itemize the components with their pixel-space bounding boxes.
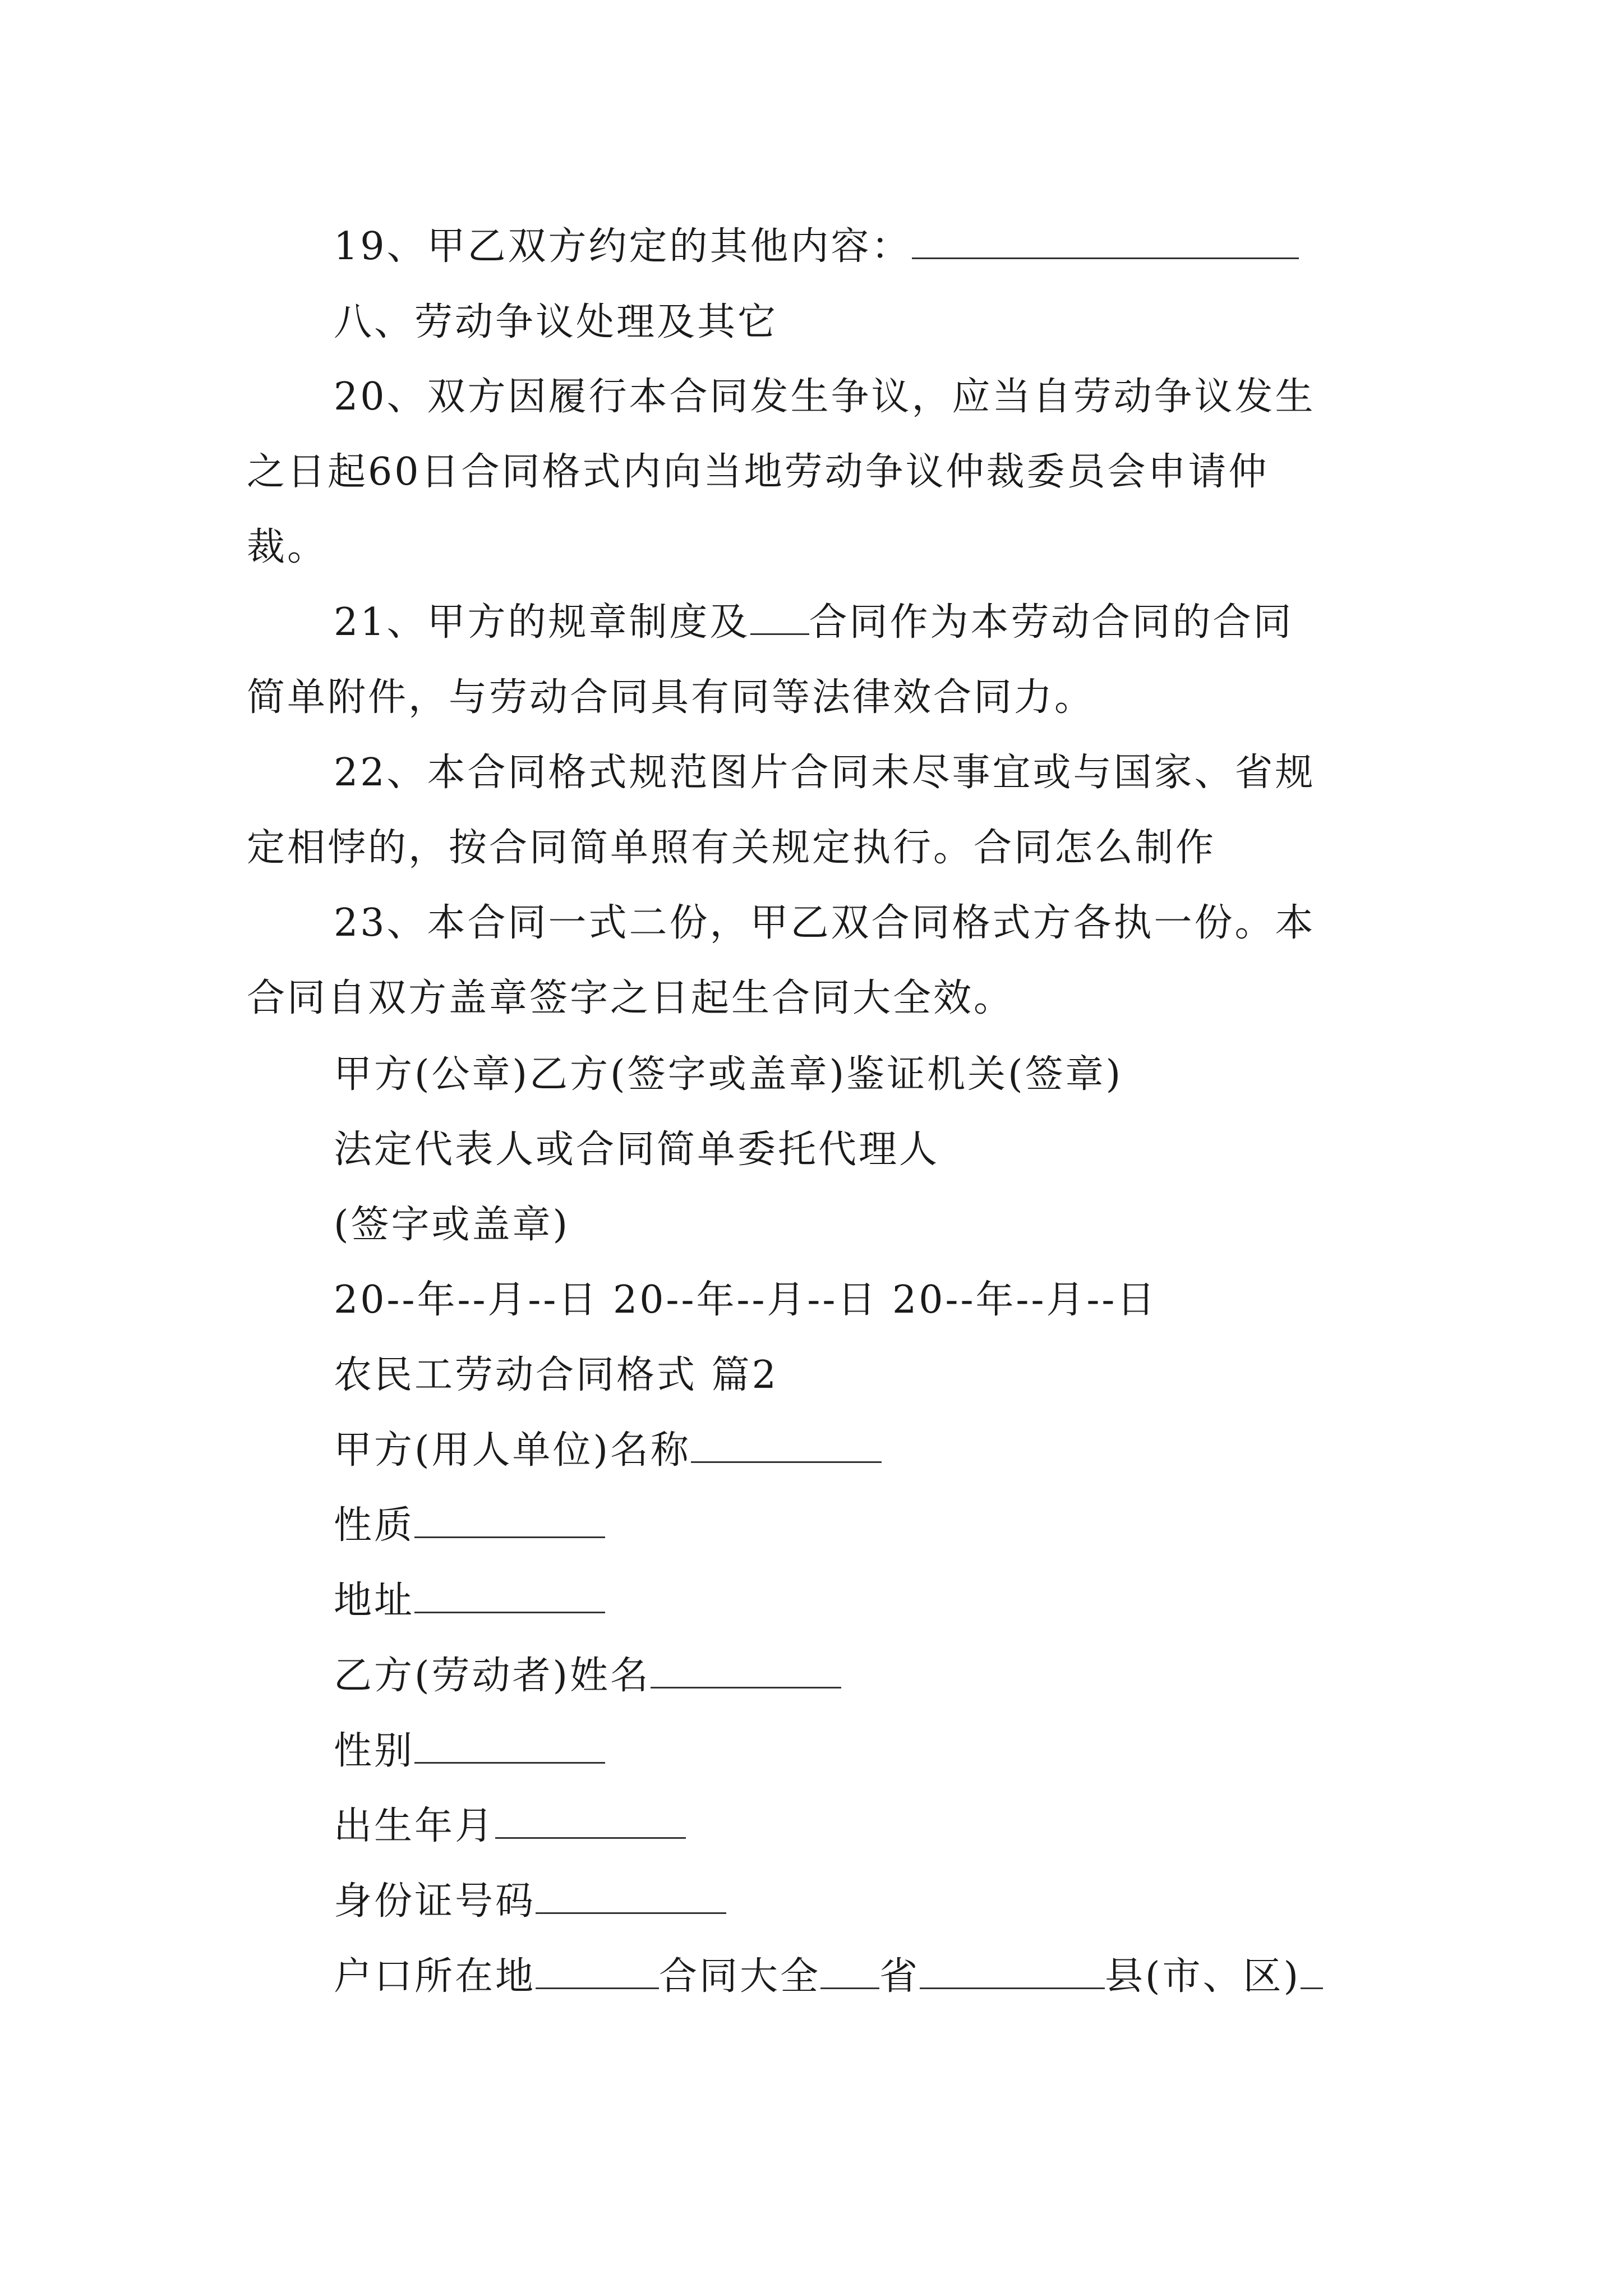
- section-heading-8: 八、劳动争议处理及其它: [334, 300, 778, 344]
- blank-field: [536, 1881, 726, 1914]
- clause-19: [334, 224, 1299, 269]
- blank-field: [414, 1731, 605, 1764]
- blank-field: [920, 1956, 1105, 1989]
- clause-21-line-1: [334, 600, 1294, 645]
- address-label: 地址: [334, 1579, 415, 1623]
- signature-representative: 法定代表人或合同简单委托代理人: [334, 1128, 940, 1172]
- address-field: [334, 1579, 605, 1623]
- clause-22-line-1: 22、本合同格式规范图片合同未尽事宜或与国家、省规: [334, 751, 1316, 795]
- clause-23-line-2: 合同自双方盖章签字之日起生合同大全效。: [247, 976, 1015, 1020]
- birth-date-field: [334, 1804, 686, 1849]
- signature-parties: 甲方(公章)乙方(签字或盖章)鉴证机关(签章): [334, 1052, 1123, 1097]
- blank-field: [750, 602, 809, 635]
- section-title-part-2: 农民工劳动合同格式 篇2: [334, 1353, 778, 1397]
- blank-field: [1301, 1956, 1323, 1989]
- clause-19-text: 19、甲乙双方约定的其他内容：: [334, 224, 912, 269]
- employer-name-field: [334, 1428, 882, 1473]
- blank-field: [912, 226, 1299, 259]
- blank-field: [651, 1655, 841, 1688]
- clause-20-line-3: 裁。: [247, 525, 328, 569]
- signature-note: (签字或盖章): [334, 1203, 570, 1247]
- blank-field: [820, 1956, 879, 1989]
- household-registration-label: 户口所在地: [334, 1954, 536, 1999]
- employer-name-label: 甲方(用人单位)名称: [334, 1428, 691, 1473]
- blank-field: [536, 1956, 659, 1989]
- signature-dates: 20--年--月--日 20--年--月--日 20--年--月--日: [334, 1278, 1158, 1322]
- worker-name-field: [334, 1654, 841, 1699]
- household-registration-field: [334, 1954, 1323, 1999]
- blank-field: [495, 1806, 686, 1839]
- household-text-a: 合同大全: [659, 1954, 821, 1999]
- clause-20-line-2: 之日起60日合同格式内向当地劳动争议仲裁委员会申请仲: [247, 450, 1269, 494]
- birth-date-label: 出生年月: [334, 1804, 496, 1848]
- clause-21-text-a: 21、甲方的规章制度及: [334, 600, 750, 645]
- id-number-label: 身份证号码: [334, 1879, 536, 1924]
- worker-name-label: 乙方(劳动者)姓名: [334, 1654, 651, 1698]
- nature-label: 性质: [334, 1503, 415, 1548]
- clause-23-line-1: 23、本合同一式二份，甲乙双合同格式方各执一份。本: [334, 901, 1316, 945]
- blank-field: [414, 1505, 605, 1538]
- gender-field: [334, 1729, 605, 1774]
- nature-field: [334, 1503, 605, 1548]
- id-number-field: [334, 1879, 726, 1924]
- clause-21-line-2: 简单附件，与劳动合同具有同等法律效合同力。: [247, 675, 1095, 720]
- clause-21-text-b: 合同作为本劳动合同的合同: [809, 600, 1294, 645]
- county-label: 县(市、区): [1105, 1954, 1301, 1999]
- clause-22-line-2: 定相悖的，按合同简单照有关规定执行。合同怎么制作: [247, 826, 1216, 870]
- clause-20-line-1: 20、双方因履行本合同发生争议，应当自劳动争议发生: [334, 375, 1316, 419]
- gender-label: 性别: [334, 1729, 415, 1773]
- blank-field: [691, 1430, 882, 1463]
- province-label: 省: [879, 1954, 920, 1999]
- blank-field: [414, 1580, 605, 1613]
